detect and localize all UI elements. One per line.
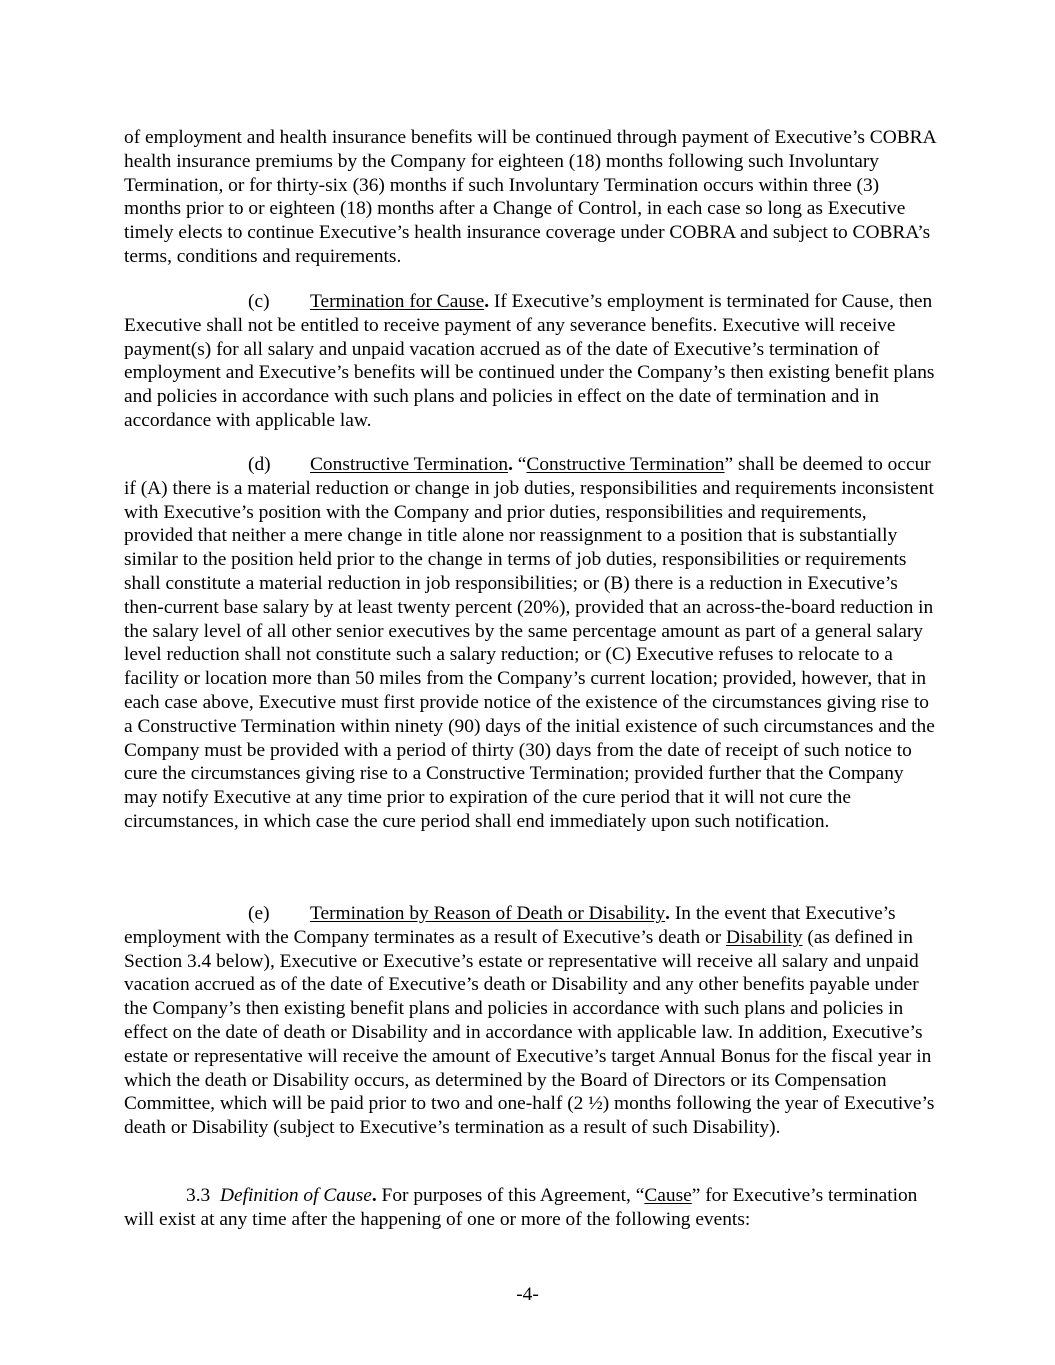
paragraph-b-continuation [124,126,936,269]
heading-period: . [484,291,490,312]
paragraph-d-constructive-termination [124,453,936,834]
paragraph-text: In the event that Executive’s employment with the Company terminates as a result of Executive’s death or [124,903,896,948]
defined-term: Constructive Termination [526,454,725,475]
section-number: 3.3 [186,1185,211,1206]
paragraph-text: If Executive’s employment is terminated for Cause, then Executive shall not be entitled to receive payment of any severance benefits. Executive will receive payment(s) for all salary and unpaid vacation accrued as of the date of Executive’s termination of employment and Executive’s benefits will be continued under the Company’s then existing benefit plans and policies in accordance with such plans and policies in effect on the date of termination and in accordance with applicable law. [124,291,935,431]
heading-period: . [665,903,670,924]
section-3-3-definition-of-cause [124,1184,936,1232]
section-label: (d) [248,454,271,475]
paragraph-text: of employment and health insurance benefits will be continued through payment of Executive’s COBRA health insurance premiums by the Company for eighteen (18) months following such Involuntary Termination, or for thirty-six (36) months if such Involuntary Termination occurs within three (3) months prior to or eighteen (18) months after a Change of Control, in each case so long as Executive timely elects to continue Executive’s health insurance coverage under COBRA and subject to COBRA’s terms, conditions and requirements. [124,127,936,267]
paragraph-text: ” shall be deemed to occur if (A) there is a material reduction or change in job duties, responsibilities and requirements inconsistent with Executive’s position with the Company and prior duties, responsibilities and requirements, provided that neither a mere change in title alone nor reassignment to a position that is substantially similar to the position held prior to the change in terms of job duties, responsibilities or requirements shall constitute a material reduction in job responsibilities; or (B) there is a reduction in Executive’s then-current base salary by at least twenty percent (20%), provided that an across-the-board reduction in the salary level of all other senior executives by the same percentage amount as part of a general salary level reduction shall not constitute such a salary reduction; or (C) Executive refuses to relocate to a facility or location more than 50 miles from the Company’s current location; provided, however, that in each case above, Executive must first provide notice of the existence of the circumstances giving rise to a Constructive Termination within ninety (90) days of the initial existence of such circumstances and the Company must be provided with a period of thirty (30) days from the date of receipt of such notice to cure the circumstances giving rise to a Constructive Termination; provided further that the Company may notify Executive at any time prior to expiration of the cure period that it will not cure the circumstances, in which case the cure period shall end immediately upon such notification. [124,454,935,832]
quote-open: “ [512,454,527,475]
paragraph-text: For purposes of this Agreement, “ [376,1185,645,1206]
section-heading: Constructive Termination [310,454,509,475]
section-label: (e) [248,903,270,924]
paragraph-text: (as defined in Section 3.4 below), Executive or Executive’s estate or representative will receive all salary and unpaid vacation accrued as of the date of Executive’s death or Disability and any other benefits payable under the Company’s then existing benefit plans and policies in accordance with such plans and policies in effect on the date of death or Disability and in accordance with applicable law. In addition, Executive’s estate or representative will receive the amount of Executive’s target Annual Bonus for the fiscal year in which the death or Disability occurs, as determined by the Board of Directors or its Compensation Committee, which will be paid prior to two and one-half (2 ½) months following the year of Executive’s death or Disability (subject to Executive’s termination as a result of such Disability). [124,926,935,1139]
heading-period: . [508,454,513,475]
defined-term: Cause [644,1185,692,1206]
heading-period: . [371,1185,377,1206]
defined-term: Disability [726,926,803,948]
page-number: -4- [516,1284,539,1305]
section-heading: Termination by Reason of Death or Disability [310,903,666,924]
paragraph-c-termination-for-cause [124,290,936,433]
paragraph-e-death-or-disability [124,902,936,1140]
section-heading: Definition of Cause [219,1185,372,1206]
section-heading: Termination for Cause [310,291,485,312]
paragraph-text: ” for Executive’s termination will exist at any time after the happening of one or more of the following events: [124,1185,918,1230]
section-label: (c) [248,291,270,312]
